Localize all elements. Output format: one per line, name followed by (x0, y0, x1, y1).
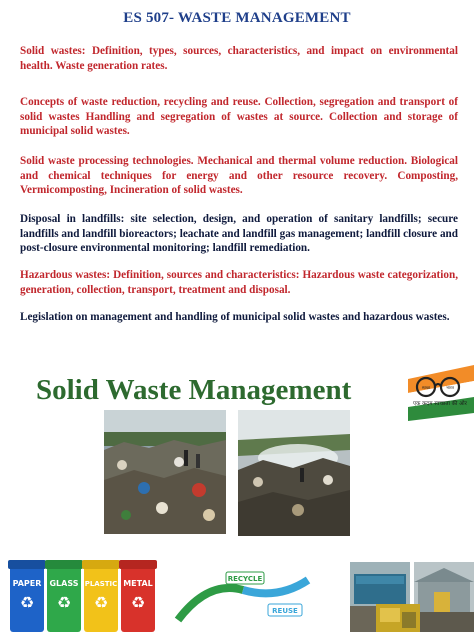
bin-metal-icon (119, 560, 157, 632)
svg-text:PAPER: PAPER (12, 579, 42, 588)
svg-text:भारत: भारत (446, 385, 454, 390)
landfill-photo-1 (104, 410, 226, 534)
recycle-reuse-graphic (168, 570, 318, 632)
svg-text:REUSE: REUSE (272, 607, 298, 615)
swachh-bharat-logo (404, 359, 474, 429)
slide-title: Solid Waste Management (36, 374, 352, 406)
syllabus-waste-reduction: Concepts of waste reduction, recycling and reuse. Collection, segregation and transport of solid wastes Handling and segregation of wastes at source. Collection and storage of municipal solid wastes. (20, 96, 458, 138)
course-title: ES 507- WASTE MANAGEMENT (123, 10, 351, 26)
syllabus-hazardous: Hazardous wastes: Definition, sources and characteristics: Hazardous waste categorization, generation, collection, transport, treatment and disposal. (20, 269, 458, 296)
recycle-bins-image (8, 552, 158, 632)
svg-text:RECYCLE: RECYCLE (227, 575, 263, 583)
syllabus-landfills: Disposal in landfills: site selection, design, and operation of sanitary landfills; secure landfills and landfill bioreactors; leachate and landfill gas management; landfill closure and post-closure environmental monitoring; landfill remediation. (20, 213, 458, 255)
syllabus-solid-wastes: Solid wastes: Definition, types, sources, characteristics, and impact on environmental health. Waste generation rates. (20, 45, 458, 72)
svg-text:♻: ♻ (93, 593, 109, 612)
svg-text:एक कदम स्वच्छता की ओर: एक कदम स्वच्छता की ओर (413, 401, 467, 407)
svg-text:स्वच्छ: स्वच्छ (421, 385, 431, 390)
svg-text:GLASS: GLASS (49, 579, 79, 588)
bin-glass-icon (45, 560, 83, 632)
bin-plastic-icon (82, 560, 120, 632)
syllabus-legislation: Legislation on management and handling of municipal solid wastes and hazardous wastes. (20, 311, 450, 323)
svg-text:METAL: METAL (123, 579, 153, 588)
landfill-photo-2 (238, 410, 350, 536)
syllabus-processing: Solid waste processing technologies. Mechanical and thermal volume reduction. Biological and chemical techniques for energy and other resource recovery. Composting, Vermicomposting, Incineration of solid wastes. (20, 155, 458, 197)
machinery-photo (376, 604, 420, 632)
bin-paper-icon (8, 560, 46, 632)
waste-shed-photo (414, 562, 474, 632)
svg-text:♻: ♻ (19, 593, 35, 612)
svg-text:PLASTIC: PLASTIC (84, 580, 118, 588)
svg-text:♻: ♻ (130, 593, 146, 612)
svg-text:♻: ♻ (56, 593, 72, 612)
